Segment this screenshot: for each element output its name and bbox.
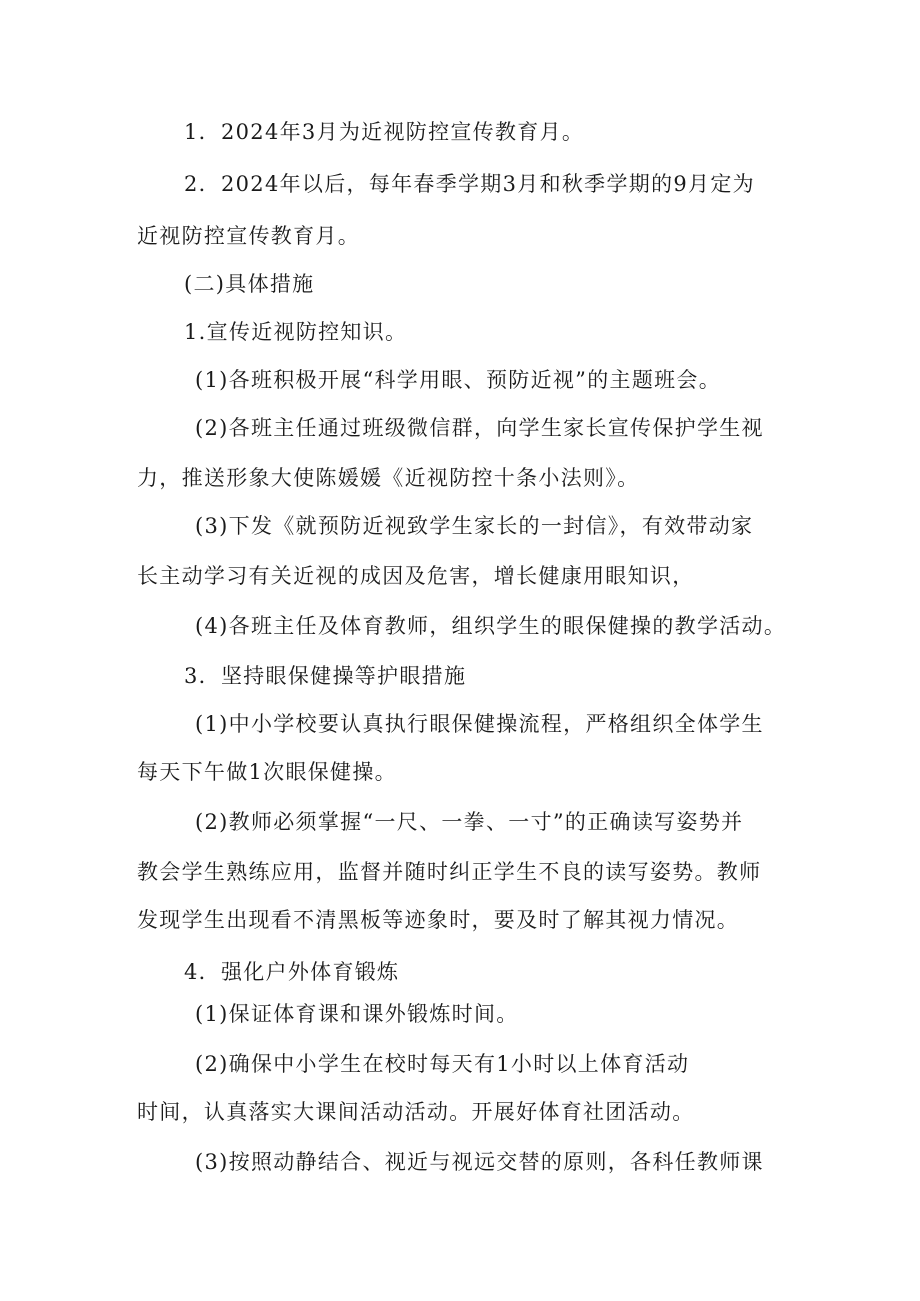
paragraph-line: (1)保证体育课和课外锻炼时间。 <box>195 1002 519 1026</box>
paragraph-line: 时间，认真落实大课间活动活动。开展好体育社团活动。 <box>137 1100 695 1124</box>
paragraph-line: (2)确保中小学生在校时每天有1小时以上体育活动 <box>195 1052 690 1076</box>
paragraph-line: (1)各班积极开展“科学用眼、预防近视”的主题班会。 <box>195 368 722 392</box>
subsection-heading: 3．坚持眼保健操等护眼措施 <box>184 664 467 688</box>
paragraph-line: 长主动学习有关近视的成因及危害，增长健康用眼知识， <box>137 564 695 588</box>
paragraph-line: 力，推送形象大使陈媛媛《近视防控十条小法则》。 <box>137 466 640 490</box>
paragraph-line: (3)按照动静结合、视近与视远交替的原则，各科任教师课 <box>195 1150 764 1174</box>
paragraph-line: (1)中小学校要认真执行眼保健操流程，严格组织全体学生 <box>195 712 764 736</box>
paragraph-line: 1．2024年3月为近视防控宣传教育月。 <box>184 120 585 144</box>
paragraph-line: (3)下发《就预防近视致学生家长的一封信》，有效带动家 <box>195 514 754 538</box>
paragraph-line: (2)教师必须掌握“一尺、一拳、一寸”的正确读写姿势并 <box>195 810 744 834</box>
paragraph-line: 2．2024年以后，每年春季学期3月和秋季学期的9月定为 <box>184 172 755 196</box>
paragraph-line: (4)各班主任及体育教师，组织学生的眼保健操的教学活动。 <box>195 614 787 638</box>
section-heading: (二)具体措施 <box>184 272 315 296</box>
subsection-heading: 4．强化户外体育锻炼 <box>184 960 400 984</box>
paragraph-line: (2)各班主任通过班级微信群，向学生家长宣传保护学生视 <box>195 416 764 440</box>
subsection-heading: 1.宣传近视防控知识。 <box>184 320 408 344</box>
paragraph-line: 教会学生熟练应用，监督并随时纠正学生不良的读写姿势。教师 <box>137 860 762 884</box>
paragraph-line: 每天下午做1次眼保健操。 <box>137 760 397 784</box>
paragraph-line: 发现学生出现看不清黑板等迹象时，要及时了解其视力情况。 <box>137 908 740 932</box>
paragraph-line: 近视防控宣传教育月。 <box>137 224 360 248</box>
